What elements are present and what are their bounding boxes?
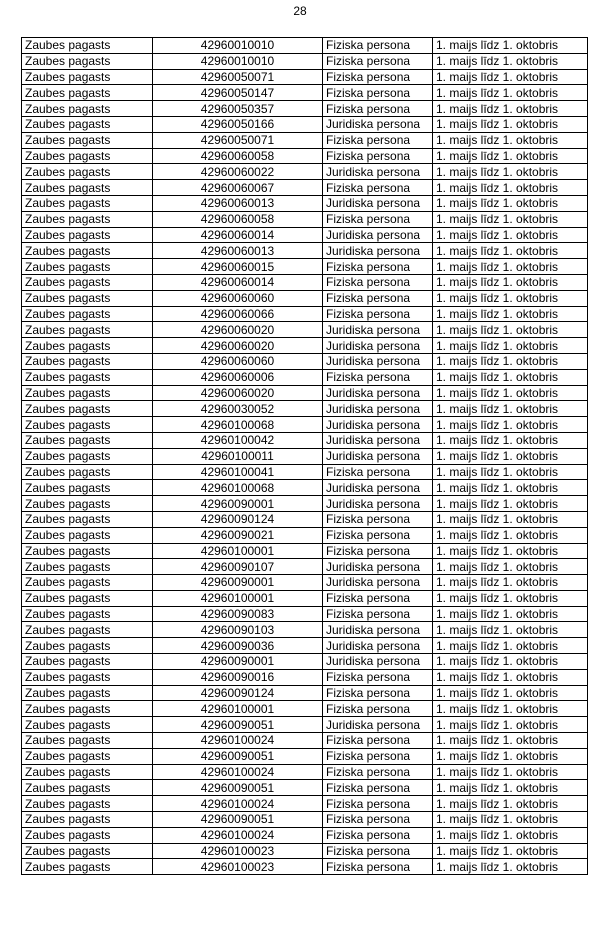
period-cell: 1. maijs līdz 1. oktobris (433, 717, 588, 733)
parish-cell: Zaubes pagasts (22, 701, 153, 717)
period-cell: 1. maijs līdz 1. oktobris (433, 859, 588, 875)
table-row (22, 274, 588, 290)
cadastral-number-cell: 42960090051 (153, 812, 323, 828)
parish-cell: Zaubes pagasts (22, 717, 153, 733)
person-type-cell: Fiziska persona (323, 590, 433, 606)
cadastral-number-cell: 42960060066 (153, 306, 323, 322)
person-type-cell: Juridiska persona (323, 164, 433, 180)
parish-cell: Zaubes pagasts (22, 590, 153, 606)
person-type-cell: Juridiska persona (323, 116, 433, 132)
table-row (22, 575, 588, 591)
period-cell: 1. maijs līdz 1. oktobris (433, 148, 588, 164)
cadastral-number-cell: 42960010010 (153, 53, 323, 69)
person-type-cell: Fiziska persona (323, 85, 433, 101)
cadastral-number-cell: 42960100024 (153, 764, 323, 780)
period-cell: 1. maijs līdz 1. oktobris (433, 180, 588, 196)
person-type-cell: Fiziska persona (323, 843, 433, 859)
table-row (22, 290, 588, 306)
period-cell: 1. maijs līdz 1. oktobris (433, 812, 588, 828)
table-row (22, 338, 588, 354)
person-type-cell: Fiziska persona (323, 180, 433, 196)
period-cell: 1. maijs līdz 1. oktobris (433, 259, 588, 275)
parish-cell: Zaubes pagasts (22, 432, 153, 448)
cadastral-number-cell: 42960090016 (153, 669, 323, 685)
cadastral-number-cell: 42960090051 (153, 780, 323, 796)
table-row (22, 827, 588, 843)
table-row (22, 701, 588, 717)
cadastral-number-cell: 42960100042 (153, 432, 323, 448)
person-type-cell: Fiziska persona (323, 148, 433, 164)
table-row (22, 654, 588, 670)
parish-cell: Zaubes pagasts (22, 780, 153, 796)
person-type-cell: Fiziska persona (323, 764, 433, 780)
cadastral-number-cell: 42960010010 (153, 38, 323, 54)
period-cell: 1. maijs līdz 1. oktobris (433, 780, 588, 796)
person-type-cell: Fiziska persona (323, 38, 433, 54)
period-cell: 1. maijs līdz 1. oktobris (433, 432, 588, 448)
parish-cell: Zaubes pagasts (22, 859, 153, 875)
person-type-cell: Juridiska persona (323, 480, 433, 496)
cadastral-number-cell: 42960090103 (153, 622, 323, 638)
parish-cell: Zaubes pagasts (22, 259, 153, 275)
period-cell: 1. maijs līdz 1. oktobris (433, 559, 588, 575)
person-type-cell: Juridiska persona (323, 496, 433, 512)
person-type-cell: Fiziska persona (323, 859, 433, 875)
person-type-cell: Juridiska persona (323, 385, 433, 401)
period-cell: 1. maijs līdz 1. oktobris (433, 448, 588, 464)
parish-cell: Zaubes pagasts (22, 69, 153, 85)
person-type-cell: Fiziska persona (323, 748, 433, 764)
cadastral-number-cell: 42960100011 (153, 448, 323, 464)
period-cell: 1. maijs līdz 1. oktobris (433, 527, 588, 543)
table-row (22, 590, 588, 606)
parish-cell: Zaubes pagasts (22, 274, 153, 290)
cadastral-number-cell: 42960060020 (153, 338, 323, 354)
cadastral-number-cell: 42960100024 (153, 796, 323, 812)
period-cell: 1. maijs līdz 1. oktobris (433, 464, 588, 480)
table-row (22, 448, 588, 464)
table-body (22, 38, 588, 875)
person-type-cell: Fiziska persona (323, 543, 433, 559)
table-row (22, 69, 588, 85)
cadastral-number-cell: 42960100024 (153, 733, 323, 749)
cadastral-number-cell: 42960100068 (153, 417, 323, 433)
period-cell: 1. maijs līdz 1. oktobris (433, 227, 588, 243)
page-number: 28 (293, 4, 307, 18)
cadastral-number-cell: 42960100001 (153, 543, 323, 559)
period-cell: 1. maijs līdz 1. oktobris (433, 843, 588, 859)
person-type-cell: Fiziska persona (323, 464, 433, 480)
period-cell: 1. maijs līdz 1. oktobris (433, 274, 588, 290)
parish-cell: Zaubes pagasts (22, 575, 153, 591)
period-cell: 1. maijs līdz 1. oktobris (433, 385, 588, 401)
table-row (22, 259, 588, 275)
person-type-cell: Fiziska persona (323, 211, 433, 227)
period-cell: 1. maijs līdz 1. oktobris (433, 638, 588, 654)
cadastral-number-cell: 42960090021 (153, 527, 323, 543)
period-cell: 1. maijs līdz 1. oktobris (433, 211, 588, 227)
table-row (22, 780, 588, 796)
table-row (22, 85, 588, 101)
cadastral-number-cell: 42960060015 (153, 259, 323, 275)
person-type-cell: Fiziska persona (323, 812, 433, 828)
parish-cell: Zaubes pagasts (22, 322, 153, 338)
person-type-cell: Fiziska persona (323, 101, 433, 117)
person-type-cell: Juridiska persona (323, 243, 433, 259)
period-cell: 1. maijs līdz 1. oktobris (433, 401, 588, 417)
cadastral-number-cell: 42960100068 (153, 480, 323, 496)
person-type-cell: Fiziska persona (323, 274, 433, 290)
table-row (22, 180, 588, 196)
parish-cell: Zaubes pagasts (22, 243, 153, 259)
parish-cell: Zaubes pagasts (22, 148, 153, 164)
parish-cell: Zaubes pagasts (22, 401, 153, 417)
cadastral-number-cell: 42960090051 (153, 748, 323, 764)
cadastral-number-cell: 42960060013 (153, 243, 323, 259)
table-row (22, 843, 588, 859)
period-cell: 1. maijs līdz 1. oktobris (433, 733, 588, 749)
person-type-cell: Juridiska persona (323, 575, 433, 591)
period-cell: 1. maijs līdz 1. oktobris (433, 338, 588, 354)
parish-cell: Zaubes pagasts (22, 132, 153, 148)
period-cell: 1. maijs līdz 1. oktobris (433, 543, 588, 559)
table-row (22, 211, 588, 227)
cadastral-number-cell: 42960100001 (153, 701, 323, 717)
person-type-cell: Juridiska persona (323, 195, 433, 211)
cadastral-number-cell: 42960090124 (153, 685, 323, 701)
person-type-cell: Juridiska persona (323, 401, 433, 417)
cadastral-number-cell: 42960060020 (153, 322, 323, 338)
period-cell: 1. maijs līdz 1. oktobris (433, 796, 588, 812)
parish-cell: Zaubes pagasts (22, 38, 153, 54)
cadastral-number-cell: 42960060060 (153, 353, 323, 369)
cadastral-number-cell: 42960090001 (153, 654, 323, 670)
table-row (22, 859, 588, 875)
person-type-cell: Fiziska persona (323, 132, 433, 148)
cadastral-number-cell: 42960060006 (153, 369, 323, 385)
person-type-cell: Juridiska persona (323, 654, 433, 670)
table-row (22, 606, 588, 622)
period-cell: 1. maijs līdz 1. oktobris (433, 306, 588, 322)
table-row (22, 717, 588, 733)
table-row (22, 638, 588, 654)
table-row (22, 622, 588, 638)
period-cell: 1. maijs līdz 1. oktobris (433, 669, 588, 685)
parish-cell: Zaubes pagasts (22, 448, 153, 464)
parish-cell: Zaubes pagasts (22, 606, 153, 622)
cadastral-number-cell: 42960060058 (153, 148, 323, 164)
cadastral-number-cell: 42960060013 (153, 195, 323, 211)
person-type-cell: Juridiska persona (323, 322, 433, 338)
table-row (22, 322, 588, 338)
parish-cell: Zaubes pagasts (22, 796, 153, 812)
person-type-cell: Juridiska persona (323, 559, 433, 575)
parish-cell: Zaubes pagasts (22, 338, 153, 354)
parish-cell: Zaubes pagasts (22, 638, 153, 654)
period-cell: 1. maijs līdz 1. oktobris (433, 69, 588, 85)
person-type-cell: Juridiska persona (323, 638, 433, 654)
cadastral-number-cell: 42960100024 (153, 827, 323, 843)
period-cell: 1. maijs līdz 1. oktobris (433, 101, 588, 117)
period-cell: 1. maijs līdz 1. oktobris (433, 53, 588, 69)
person-type-cell: Fiziska persona (323, 796, 433, 812)
parish-cell: Zaubes pagasts (22, 748, 153, 764)
period-cell: 1. maijs līdz 1. oktobris (433, 748, 588, 764)
person-type-cell: Fiziska persona (323, 701, 433, 717)
parish-cell: Zaubes pagasts (22, 843, 153, 859)
table-row (22, 559, 588, 575)
period-cell: 1. maijs līdz 1. oktobris (433, 622, 588, 638)
person-type-cell: Juridiska persona (323, 432, 433, 448)
parish-cell: Zaubes pagasts (22, 764, 153, 780)
parish-cell: Zaubes pagasts (22, 369, 153, 385)
table-row (22, 480, 588, 496)
table-row (22, 527, 588, 543)
person-type-cell: Juridiska persona (323, 417, 433, 433)
person-type-cell: Fiziska persona (323, 733, 433, 749)
cadastral-number-cell: 42960060014 (153, 274, 323, 290)
period-cell: 1. maijs līdz 1. oktobris (433, 164, 588, 180)
period-cell: 1. maijs līdz 1. oktobris (433, 322, 588, 338)
table-row (22, 748, 588, 764)
table-row (22, 132, 588, 148)
parish-cell: Zaubes pagasts (22, 827, 153, 843)
period-cell: 1. maijs līdz 1. oktobris (433, 243, 588, 259)
person-type-cell: Juridiska persona (323, 622, 433, 638)
cadastral-number-cell: 42960090124 (153, 511, 323, 527)
parish-cell: Zaubes pagasts (22, 164, 153, 180)
parish-cell: Zaubes pagasts (22, 622, 153, 638)
period-cell: 1. maijs līdz 1. oktobris (433, 590, 588, 606)
parish-cell: Zaubes pagasts (22, 227, 153, 243)
table-row (22, 369, 588, 385)
person-type-cell: Fiziska persona (323, 606, 433, 622)
period-cell: 1. maijs līdz 1. oktobris (433, 480, 588, 496)
person-type-cell: Fiziska persona (323, 669, 433, 685)
period-cell: 1. maijs līdz 1. oktobris (433, 132, 588, 148)
parish-cell: Zaubes pagasts (22, 496, 153, 512)
table-row (22, 733, 588, 749)
parish-cell: Zaubes pagasts (22, 417, 153, 433)
cadastral-number-cell: 42960050357 (153, 101, 323, 117)
table-row (22, 543, 588, 559)
cadastral-number-cell: 42960060022 (153, 164, 323, 180)
parish-cell: Zaubes pagasts (22, 180, 153, 196)
person-type-cell: Juridiska persona (323, 353, 433, 369)
person-type-cell: Fiziska persona (323, 290, 433, 306)
period-cell: 1. maijs līdz 1. oktobris (433, 195, 588, 211)
parish-cell: Zaubes pagasts (22, 53, 153, 69)
table-row (22, 243, 588, 259)
table-row (22, 401, 588, 417)
parish-cell: Zaubes pagasts (22, 101, 153, 117)
table-row (22, 496, 588, 512)
parish-cell: Zaubes pagasts (22, 812, 153, 828)
parish-cell: Zaubes pagasts (22, 543, 153, 559)
cadastral-number-cell: 42960050071 (153, 69, 323, 85)
cadastral-number-cell: 42960090051 (153, 717, 323, 733)
table-row (22, 796, 588, 812)
table-row (22, 227, 588, 243)
person-type-cell: Fiziska persona (323, 780, 433, 796)
cadastral-number-cell: 42960100001 (153, 590, 323, 606)
table-row (22, 195, 588, 211)
period-cell: 1. maijs līdz 1. oktobris (433, 511, 588, 527)
table-row (22, 101, 588, 117)
table-row (22, 511, 588, 527)
period-cell: 1. maijs līdz 1. oktobris (433, 290, 588, 306)
parish-cell: Zaubes pagasts (22, 385, 153, 401)
parish-cell: Zaubes pagasts (22, 464, 153, 480)
parish-cell: Zaubes pagasts (22, 669, 153, 685)
person-type-cell: Juridiska persona (323, 338, 433, 354)
parish-cell: Zaubes pagasts (22, 211, 153, 227)
parish-cell: Zaubes pagasts (22, 480, 153, 496)
cadastral-number-cell: 42960100023 (153, 843, 323, 859)
parish-cell: Zaubes pagasts (22, 685, 153, 701)
cadastral-number-cell: 42960090083 (153, 606, 323, 622)
cadastral-number-cell: 42960100023 (153, 859, 323, 875)
parish-cell: Zaubes pagasts (22, 116, 153, 132)
cadastral-number-cell: 42960100041 (153, 464, 323, 480)
table-row (22, 306, 588, 322)
period-cell: 1. maijs līdz 1. oktobris (433, 85, 588, 101)
parish-cell: Zaubes pagasts (22, 559, 153, 575)
table-row (22, 53, 588, 69)
parish-cell: Zaubes pagasts (22, 353, 153, 369)
cadastral-number-cell: 42960050166 (153, 116, 323, 132)
person-type-cell: Fiziska persona (323, 827, 433, 843)
parish-cell: Zaubes pagasts (22, 511, 153, 527)
period-cell: 1. maijs līdz 1. oktobris (433, 685, 588, 701)
cadastral-number-cell: 42960090036 (153, 638, 323, 654)
person-type-cell: Juridiska persona (323, 717, 433, 733)
parish-cell: Zaubes pagasts (22, 306, 153, 322)
period-cell: 1. maijs līdz 1. oktobris (433, 353, 588, 369)
cadastral-number-cell: 42960060020 (153, 385, 323, 401)
cadastral-number-cell: 42960060060 (153, 290, 323, 306)
person-type-cell: Fiziska persona (323, 53, 433, 69)
person-type-cell: Fiziska persona (323, 527, 433, 543)
period-cell: 1. maijs līdz 1. oktobris (433, 575, 588, 591)
period-cell: 1. maijs līdz 1. oktobris (433, 369, 588, 385)
cadastral-number-cell: 42960090001 (153, 496, 323, 512)
period-cell: 1. maijs līdz 1. oktobris (433, 701, 588, 717)
parish-cell: Zaubes pagasts (22, 654, 153, 670)
table-row (22, 464, 588, 480)
period-cell: 1. maijs līdz 1. oktobris (433, 764, 588, 780)
person-type-cell: Juridiska persona (323, 448, 433, 464)
parish-cell: Zaubes pagasts (22, 85, 153, 101)
parish-cell: Zaubes pagasts (22, 527, 153, 543)
table-row (22, 417, 588, 433)
period-cell: 1. maijs līdz 1. oktobris (433, 606, 588, 622)
period-cell: 1. maijs līdz 1. oktobris (433, 654, 588, 670)
person-type-cell: Juridiska persona (323, 227, 433, 243)
period-cell: 1. maijs līdz 1. oktobris (433, 116, 588, 132)
cadastral-number-cell: 42960030052 (153, 401, 323, 417)
parish-cell: Zaubes pagasts (22, 195, 153, 211)
table-row (22, 353, 588, 369)
person-type-cell: Fiziska persona (323, 369, 433, 385)
table-row (22, 764, 588, 780)
cadastral-number-cell: 42960060058 (153, 211, 323, 227)
cadastral-number-cell: 42960090107 (153, 559, 323, 575)
cadastral-number-cell: 42960050071 (153, 132, 323, 148)
person-type-cell: Fiziska persona (323, 511, 433, 527)
person-type-cell: Fiziska persona (323, 69, 433, 85)
table-row (22, 116, 588, 132)
cadastral-number-cell: 42960050147 (153, 85, 323, 101)
period-cell: 1. maijs līdz 1. oktobris (433, 417, 588, 433)
cadastral-number-cell: 42960090001 (153, 575, 323, 591)
period-cell: 1. maijs līdz 1. oktobris (433, 38, 588, 54)
cadastral-number-cell: 42960060067 (153, 180, 323, 196)
parish-cell: Zaubes pagasts (22, 290, 153, 306)
table-row (22, 385, 588, 401)
period-cell: 1. maijs līdz 1. oktobris (433, 496, 588, 512)
data-table (21, 37, 588, 875)
table-row (22, 432, 588, 448)
person-type-cell: Fiziska persona (323, 306, 433, 322)
person-type-cell: Fiziska persona (323, 685, 433, 701)
table-row (22, 685, 588, 701)
table-row (22, 148, 588, 164)
parish-cell: Zaubes pagasts (22, 733, 153, 749)
table-row (22, 669, 588, 685)
table-row (22, 812, 588, 828)
period-cell: 1. maijs līdz 1. oktobris (433, 827, 588, 843)
table-row (22, 164, 588, 180)
cadastral-number-cell: 42960060014 (153, 227, 323, 243)
table-row (22, 38, 588, 54)
person-type-cell: Fiziska persona (323, 259, 433, 275)
